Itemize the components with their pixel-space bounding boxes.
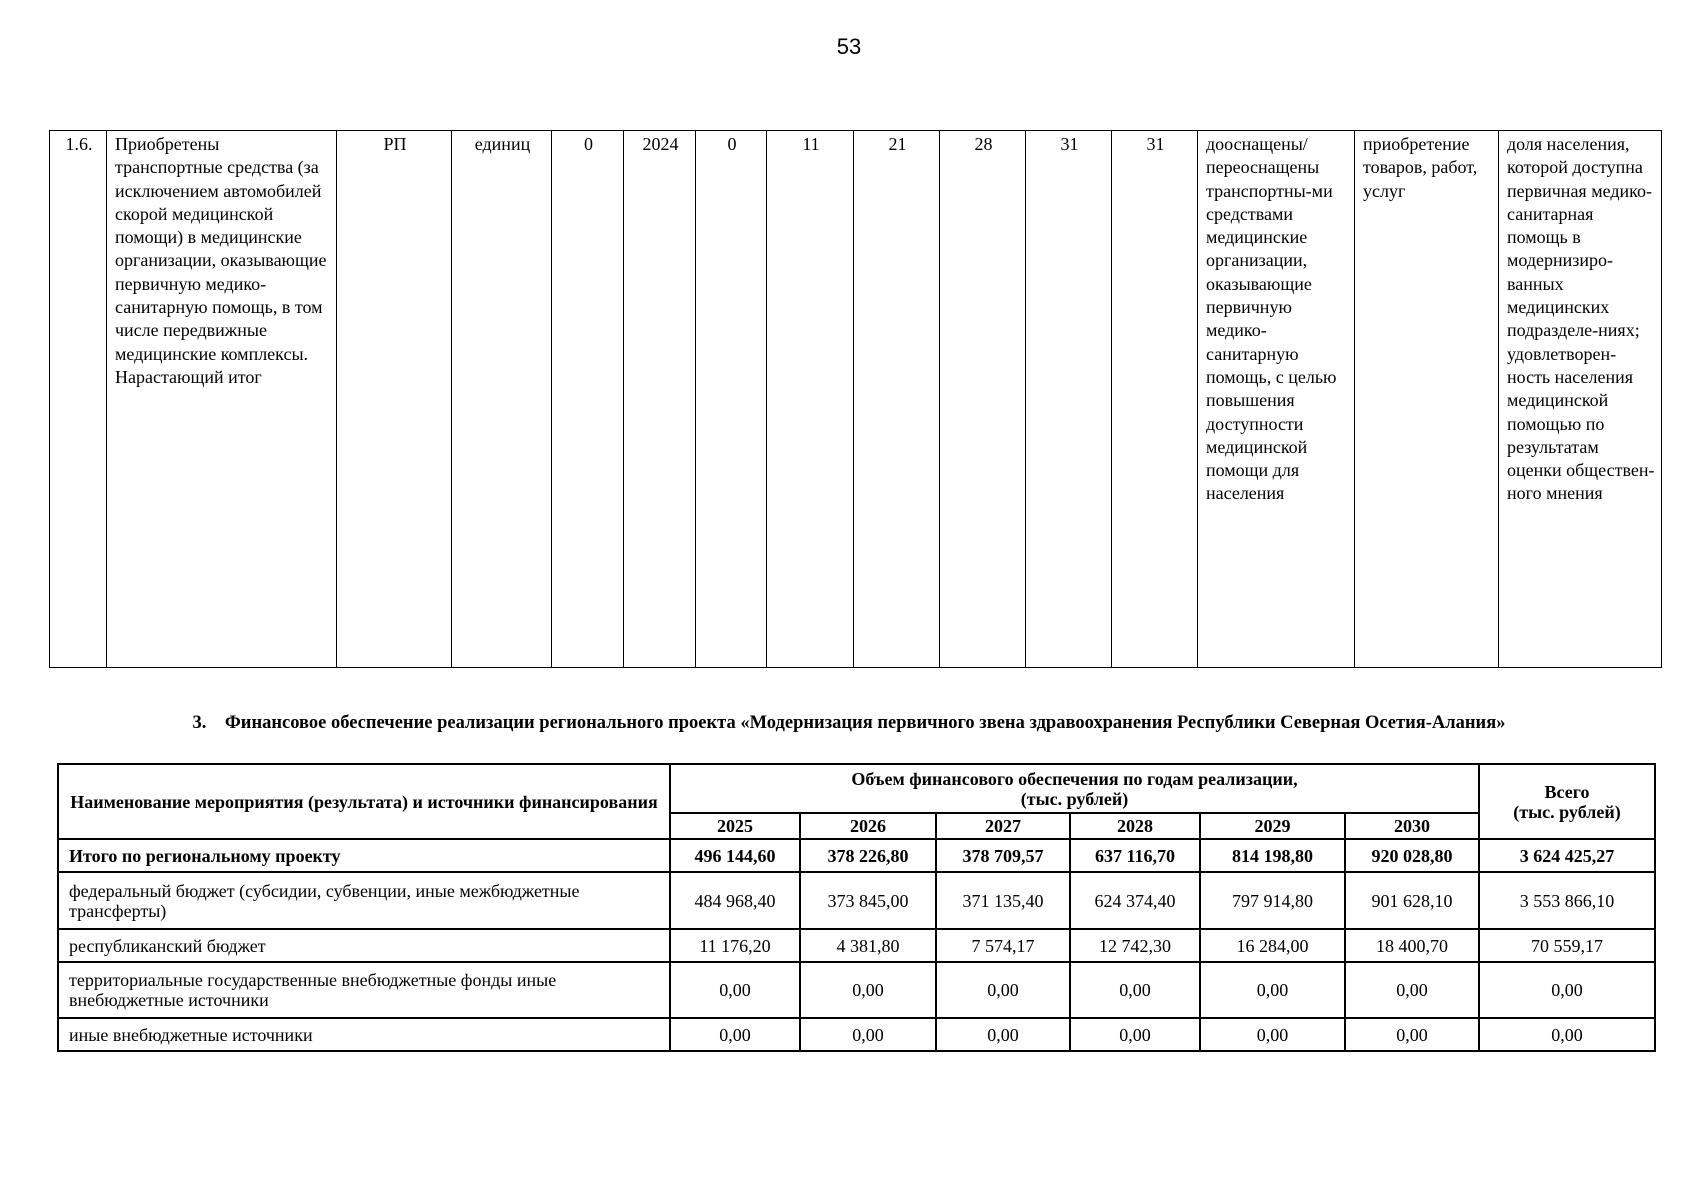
row-value: 0,00 <box>936 962 1070 1018</box>
result-characteristic: дооснащены/ переоснащены транспортны-ми средствами медицинские организации, оказывающие первичную медико-санитарную помощь, с целью повышения доступности медицинской помощи для населения <box>1198 131 1355 668</box>
header-year: 2028 <box>1070 813 1200 839</box>
row-value: 16 284,00 <box>1200 929 1345 962</box>
header-year: 2026 <box>800 813 936 839</box>
row-value: 0,00 <box>1200 962 1345 1018</box>
value-2030: 31 <box>1112 131 1198 668</box>
value-2025: 0 <box>696 131 767 668</box>
row-value: 378 226,80 <box>800 839 936 872</box>
row-value: 0,00 <box>1345 1018 1479 1051</box>
row-value: 797 914,80 <box>1200 872 1345 929</box>
table-row <box>58 839 1655 872</box>
header-volume-unit: (тыс. рублей) <box>1020 788 1129 809</box>
result-name: Приобретены транспортные средства (за исключением автомобилей скорой медицинской помощи) в медицинские организации, оказывающие первичную медико-санитарную помощь, в том числе передвижные медицинские комплексы. Нарастающий итог <box>107 131 337 668</box>
row-value: 0,00 <box>1345 962 1479 1018</box>
table-row <box>58 872 1655 929</box>
finance-table <box>57 763 1656 1052</box>
row-value: 373 845,00 <box>800 872 936 929</box>
row-name: иные внебюджетные источники <box>58 1018 670 1051</box>
row-value: 0,00 <box>936 1018 1070 1051</box>
section-title <box>49 713 1649 734</box>
value-2029: 31 <box>1026 131 1112 668</box>
row-value: 0,00 <box>1070 1018 1200 1051</box>
result-link: доля населения, которой доступна первичная медико-санитарная помощь в модернизиро-ванных медицинских подразделе-ниях; удовлетворен-ность населения медицинской помощью по результатам оценки обществен-ного мнения <box>1499 131 1662 668</box>
row-name: республиканский бюджет <box>58 929 670 962</box>
header-year: 2025 <box>670 813 800 839</box>
section-number: 3. <box>192 713 207 733</box>
row-value: 901 628,10 <box>1345 872 1479 929</box>
table-row <box>58 929 1655 962</box>
result-type: приобретение товаров, работ, услуг <box>1355 131 1499 668</box>
value-2026: 11 <box>767 131 854 668</box>
header-total <box>1479 764 1655 839</box>
row-total: 70 559,17 <box>1479 929 1655 962</box>
row-value: 11 176,20 <box>670 929 800 962</box>
row-value: 496 144,60 <box>670 839 800 872</box>
row-name: федеральный бюджет (субсидии, субвенции, иные межбюджетные трансферты) <box>58 872 670 929</box>
header-volume <box>670 764 1479 813</box>
result-number: 1.6. <box>50 131 107 668</box>
table-row <box>58 962 1655 1018</box>
row-total: 0,00 <box>1479 1018 1655 1051</box>
row-name: Итого по региональному проекту <box>58 839 670 872</box>
header-total-title: Всего <box>1544 781 1590 802</box>
result-level: РП <box>337 131 452 668</box>
row-value: 637 116,70 <box>1070 839 1200 872</box>
row-value: 0,00 <box>1200 1018 1345 1051</box>
row-value: 0,00 <box>670 962 800 1018</box>
result-unit: единиц <box>452 131 552 668</box>
header-total-unit: (тыс. рублей) <box>1513 801 1621 822</box>
value-2028: 28 <box>940 131 1026 668</box>
row-value: 18 400,70 <box>1345 929 1479 962</box>
row-value: 920 028,80 <box>1345 839 1479 872</box>
header-volume-title: Объем финансового обеспечения по годам реализации, <box>851 768 1298 789</box>
row-value: 4 381,80 <box>800 929 936 962</box>
row-value: 0,00 <box>800 962 936 1018</box>
row-value: 12 742,30 <box>1070 929 1200 962</box>
row-value: 7 574,17 <box>936 929 1070 962</box>
row-value: 371 135,40 <box>936 872 1070 929</box>
header-name: Наименование мероприятия (результата) и источники финансирования <box>58 764 670 839</box>
row-total: 0,00 <box>1479 962 1655 1018</box>
row-value: 814 198,80 <box>1200 839 1345 872</box>
header-year: 2030 <box>1345 813 1479 839</box>
finance-header-row <box>58 764 1655 813</box>
results-table <box>49 130 1662 668</box>
row-value: 378 709,57 <box>936 839 1070 872</box>
header-year: 2029 <box>1200 813 1345 839</box>
row-total: 3 624 425,27 <box>1479 839 1655 872</box>
row-total: 3 553 866,10 <box>1479 872 1655 929</box>
value-2027: 21 <box>854 131 940 668</box>
row-name: территориальные государственные внебюджетные фонды иные внебюджетные источники <box>58 962 670 1018</box>
row-value: 0,00 <box>670 1018 800 1051</box>
table-row <box>50 131 1662 668</box>
section-title-text: Финансовое обеспечение реализации регионального проекта «Модернизация первичного звена здравоохранения Республики Северная Осетия-Алания» <box>224 713 1506 733</box>
row-value: 0,00 <box>1070 962 1200 1018</box>
page-number: 53 <box>836 34 862 59</box>
table-row <box>58 1018 1655 1051</box>
row-value: 624 374,40 <box>1070 872 1200 929</box>
row-value: 484 968,40 <box>670 872 800 929</box>
base-value: 0 <box>552 131 624 668</box>
base-year: 2024 <box>624 131 696 668</box>
header-year: 2027 <box>936 813 1070 839</box>
row-value: 0,00 <box>800 1018 936 1051</box>
